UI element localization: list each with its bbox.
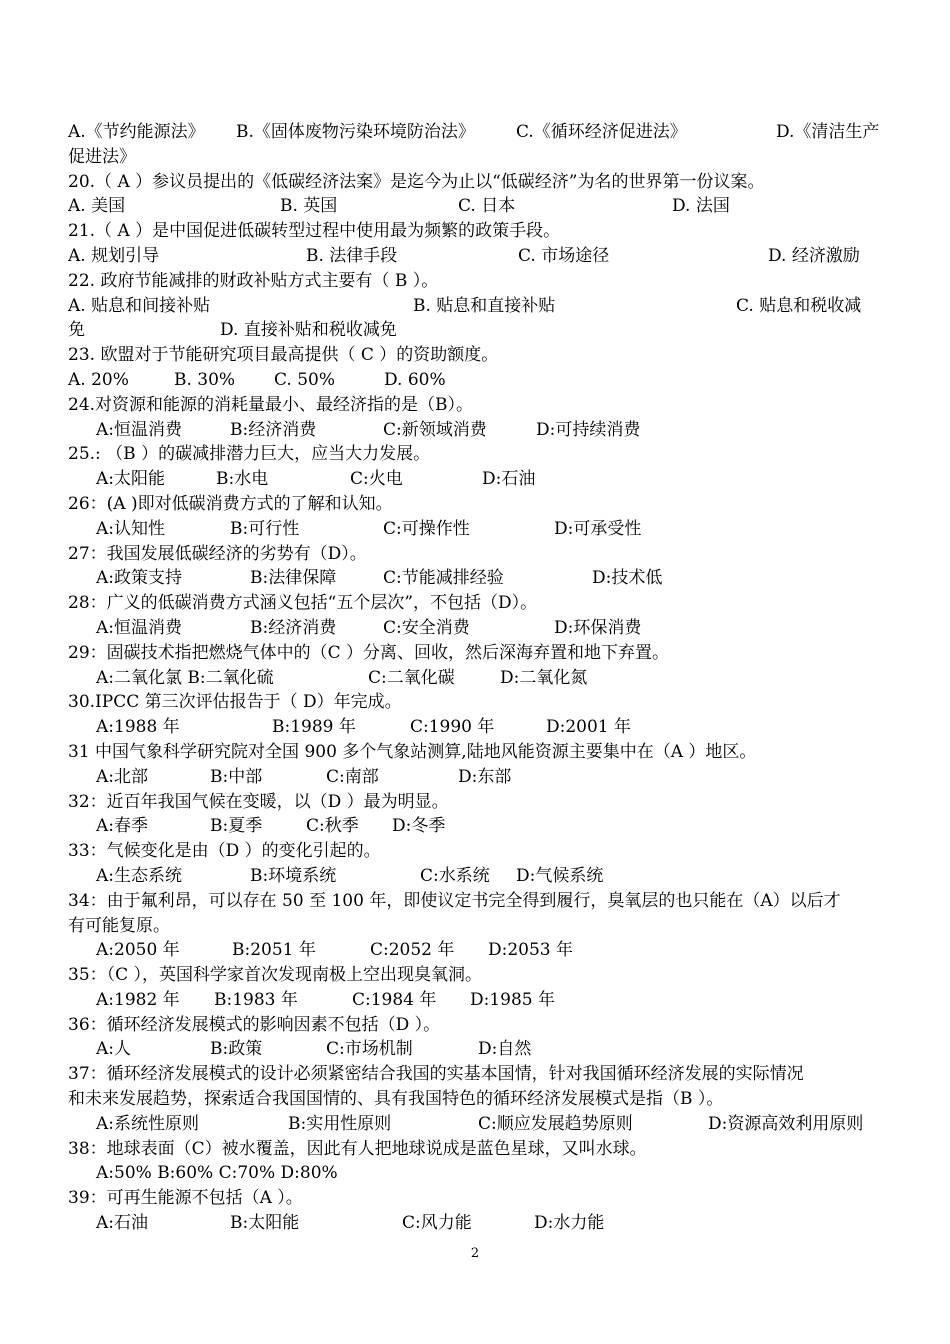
text-line (68, 393, 884, 418)
text-segment: B:1989 年 (272, 717, 356, 738)
text-line (68, 914, 884, 939)
text-segment: B:太阳能 (230, 1213, 300, 1234)
text-line (68, 1211, 884, 1236)
text-line (68, 889, 884, 914)
text-segment: B. 英国 (280, 196, 338, 217)
text-segment: B:环境系统 (250, 865, 337, 886)
text-segment: C:市场机制 (326, 1039, 413, 1060)
text-segment: A:人 (96, 1039, 132, 1060)
text-segment: D:二氧化氮 (500, 667, 588, 688)
text-segment: C:1984 年 (352, 989, 437, 1010)
text-segment: 24.对资源和能源的消耗量最小、最经济指的是（B）。 (68, 394, 474, 415)
text-segment: A:1982 年 (96, 989, 180, 1010)
text-line (68, 839, 884, 864)
text-segment: B:水电 (216, 469, 269, 490)
text-segment: B. 法律手段 (306, 245, 398, 266)
text-line (68, 1037, 884, 1062)
text-segment: C:节能减排经验 (383, 568, 504, 589)
text-line (68, 244, 884, 269)
text-line (68, 715, 884, 740)
text-line (68, 170, 884, 195)
text-segment: D. 60% (384, 369, 446, 390)
text-segment: 和未来发展趋势，探索适合我国国情的、具有我国特色的循环经济发展模式是指（B ）。 (68, 1089, 724, 1110)
text-segment: 38：地球表面（C）被水覆盖，因此有人把地球说成是蓝色星球，又叫水球。 (68, 1138, 647, 1159)
text-segment: D:2001 年 (546, 717, 632, 738)
text-segment: B.《固体废物污染环境防治法》 (236, 122, 475, 142)
text-line (68, 790, 884, 815)
text-segment: C:安全消费 (383, 617, 470, 638)
text-line (68, 1013, 884, 1038)
text-segment: C:二氧化碳 (368, 667, 455, 688)
text-segment: 30.IPCC 第三次评估报告于（ D）年完成。 (68, 692, 402, 713)
text-line (68, 120, 884, 145)
text-line (68, 442, 884, 467)
text-line (68, 343, 884, 368)
text-line (68, 318, 884, 343)
text-segment: A:恒温消费 (96, 617, 183, 638)
text-line (68, 938, 884, 963)
text-segment: B:经济消费 (230, 419, 317, 440)
text-line (68, 368, 884, 393)
text-segment: A. 规划引导 (68, 245, 160, 266)
text-line (68, 690, 884, 715)
text-segment: A:政策支持 (96, 568, 183, 589)
text-segment: D. 直接补贴和税收减免 (220, 320, 397, 341)
text-line (68, 1186, 884, 1211)
text-segment: A:1988 年 (96, 717, 180, 738)
text-segment: C:可操作性 (383, 518, 470, 539)
text-segment: D:资源高效利用原则 (708, 1113, 864, 1134)
text-segment: C. 日本 (458, 196, 516, 217)
text-line (68, 542, 884, 567)
text-segment: A:北部 (96, 766, 149, 787)
text-segment: D:环保消费 (554, 617, 642, 638)
text-line (68, 963, 884, 988)
text-line (68, 517, 884, 542)
text-segment: 20.（ A ）参议员提出的《低碳经济法案》是迄今为止以“低碳经济”为名的世界第一份议案。 (68, 171, 765, 192)
text-segment: C:南部 (326, 766, 379, 787)
text-segment: A:系统性原则 (96, 1113, 200, 1134)
text-line (68, 641, 884, 666)
text-line (68, 814, 884, 839)
text-segment: B:经济消费 (250, 617, 337, 638)
text-segment: B:中部 (210, 766, 263, 787)
text-line (68, 145, 884, 170)
text-segment: C:火电 (350, 469, 403, 490)
text-line (68, 1161, 884, 1186)
text-segment: B:可行性 (230, 518, 300, 539)
text-segment: D:东部 (458, 766, 512, 787)
text-line (68, 294, 884, 319)
text-line (68, 591, 884, 616)
text-line (68, 467, 884, 492)
text-segment: A:生态系统 (96, 865, 183, 886)
text-segment: D:可承受性 (554, 518, 642, 539)
text-segment: D:冬季 (392, 816, 446, 837)
text-segment: 促进法》 (68, 146, 136, 167)
text-segment: 26：(A )即对低碳消费方式的了解和认知。 (68, 493, 393, 514)
text-segment: 22. 政府节能减排的财政补贴方式主要有（ B ）。 (68, 270, 439, 291)
text-segment: 39：可再生能源不包括（A ）。 (68, 1188, 303, 1209)
text-line (68, 418, 884, 443)
text-line (68, 566, 884, 591)
text-segment: C:1990 年 (410, 717, 495, 738)
text-segment: A:2050 年 (96, 940, 180, 961)
text-segment: D:技术低 (592, 568, 663, 589)
text-segment: 有可能复原。 (68, 915, 170, 936)
text-segment: D:1985 年 (470, 989, 556, 1010)
text-segment: B:夏季 (210, 816, 263, 837)
text-line (68, 219, 884, 244)
text-segment: A.《节约能源法》 (68, 122, 205, 142)
text-line (68, 864, 884, 889)
text-line (68, 988, 884, 1013)
text-line (68, 1062, 884, 1087)
text-segment: 34：由于氟利昂，可以存在 50 至 100 年，即使议定书完全得到履行，臭氧层的也只能在（A）以后才 (68, 890, 841, 911)
text-segment: 免 (68, 320, 85, 341)
text-segment: B:政策 (210, 1039, 263, 1060)
text-line (68, 616, 884, 641)
text-line (68, 1112, 884, 1137)
text-segment: C:2052 年 (370, 940, 455, 961)
text-segment: 31 中国气象科学研究院对全国 900 多个气象站测算,陆地风能资源主要集中在（A ）地区。 (68, 741, 757, 762)
text-segment: B:实用性原则 (288, 1113, 392, 1134)
text-segment: D:2053 年 (488, 940, 574, 961)
text-line (68, 740, 884, 765)
text-segment: D.《清洁生产 (776, 122, 880, 142)
text-segment: C:水系统 (420, 865, 490, 886)
text-segment: 37：循环经济发展模式的设计必须紧密结合我国的实基本国情，针对我国循环经济发展的实际情况 (68, 1064, 804, 1085)
text-line (68, 269, 884, 294)
text-segment: B:1983 年 (214, 989, 298, 1010)
text-line (68, 1087, 884, 1112)
question-list (68, 120, 884, 1236)
text-segment: 29：固碳技术指把燃烧气体中的（C ）分离、回收，然后深海弃置和地下弃置。 (68, 642, 670, 663)
text-segment: A:50% B:60% C:70% D:80% (96, 1163, 338, 1184)
text-segment: A. 美国 (68, 196, 126, 217)
text-segment: 32：近百年我国气候在变暖，以（D ）最为明显。 (68, 791, 449, 812)
text-segment: C. 市场途径 (518, 245, 610, 266)
text-line (68, 194, 884, 219)
text-segment: 33：气候变化是由（D ）的变化引起的。 (68, 841, 381, 862)
text-segment: C. 贴息和税收减 (736, 295, 862, 316)
text-segment: C.《循环经济促进法》 (516, 122, 687, 142)
text-segment: 36：循环经济发展模式的影响因素不包括（D ）。 (68, 1014, 441, 1035)
text-segment: C:风力能 (402, 1213, 472, 1234)
text-segment: 23. 欧盟对于节能研究项目最高提供（ C ）的资助额度。 (68, 345, 499, 366)
text-segment: D:气候系统 (516, 865, 604, 886)
text-segment: A. 20% (68, 369, 129, 390)
text-segment: A:认知性 (96, 518, 166, 539)
text-segment: A:恒温消费 (96, 419, 183, 440)
text-segment: B:法律保障 (250, 568, 337, 589)
text-segment: 27：我国发展低碳经济的劣势有（D）。 (68, 543, 367, 564)
text-segment: D. 经济激励 (768, 245, 860, 266)
text-line (68, 492, 884, 517)
text-segment: A. 贴息和间接补贴 (68, 295, 211, 316)
page-number: 2 (470, 1246, 480, 1261)
text-segment: C:秋季 (306, 816, 359, 837)
text-segment: 35：（C ），英国科学家首次发现南极上空出现臭氧洞。 (68, 965, 483, 986)
text-segment: D:自然 (478, 1039, 532, 1060)
text-segment: 28：广义的低碳消费方式涵义包括“五个层次”，不包括（D）。 (68, 593, 538, 614)
text-segment: D:水力能 (534, 1213, 605, 1234)
text-segment: B. 贴息和直接补贴 (413, 295, 556, 316)
text-segment: A:二氧化氯 B:二氧化硫 (96, 667, 274, 688)
text-segment: D. 法国 (672, 196, 730, 217)
text-segment: C. 50% (274, 369, 335, 390)
text-segment: B. 30% (174, 369, 236, 390)
text-segment: C:顺应发展趋势原则 (478, 1113, 633, 1134)
text-line (68, 765, 884, 790)
text-segment: D:石油 (482, 469, 536, 490)
text-line (68, 666, 884, 691)
text-segment: D:可持续消费 (536, 419, 641, 440)
text-segment: C:新领域消费 (383, 419, 487, 440)
text-line (68, 1137, 884, 1162)
text-segment: 21.（ A ）是中国促进低碳转型过程中使用最为频繁的政策手段。 (68, 221, 561, 242)
text-segment: 25.: （B ）的碳减排潜力巨大，应当大力发展。 (68, 444, 431, 465)
text-segment: A:太阳能 (96, 469, 166, 490)
text-segment: A:石油 (96, 1213, 149, 1234)
text-segment: B:2051 年 (232, 940, 316, 961)
text-segment: A:春季 (96, 816, 149, 837)
